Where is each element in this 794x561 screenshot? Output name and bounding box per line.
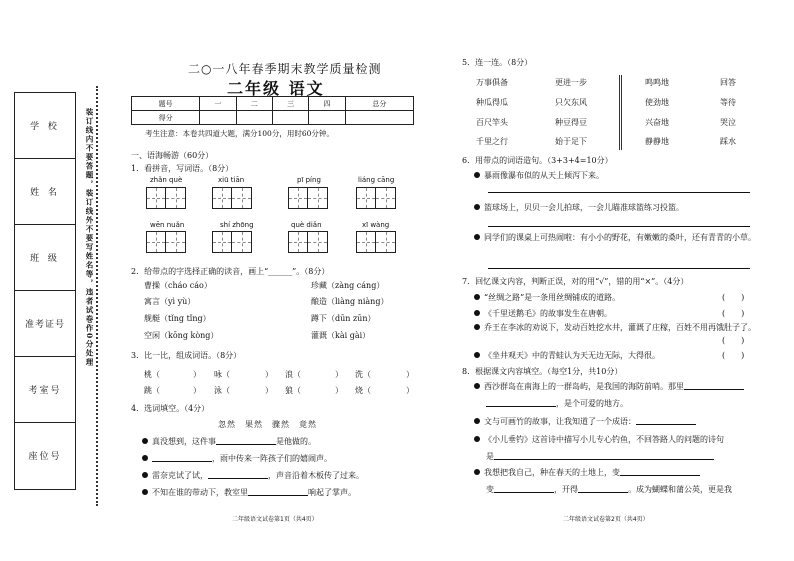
match-col2-item[interactable]: 只欠东风 <box>555 98 587 107</box>
score-header-cell: 二 <box>236 97 272 111</box>
compare-item: 跳（ <box>144 386 160 395</box>
name-field[interactable]: 姓 名 <box>15 159 75 225</box>
bullet-icon <box>474 204 480 210</box>
writing-grid-5[interactable] <box>146 231 186 253</box>
compare-bracket[interactable]: ） <box>265 386 273 395</box>
class-field[interactable]: 班 级 <box>15 225 75 291</box>
bullet-icon <box>474 383 480 389</box>
fill-text-2: 文与可画竹的故事，让我知道了一个成语： <box>474 416 696 427</box>
q4-title: 4．选词填空。（4分） <box>131 404 210 413</box>
bullet-icon <box>142 455 148 461</box>
q3-title: 3．比一比，组成词语。（8分） <box>131 351 242 360</box>
judge-item-2: 《千里送鹅毛》的故事发生在唐朝。 <box>474 308 612 319</box>
match-col4-item[interactable]: 等待 <box>720 98 736 107</box>
answer-blank[interactable] <box>636 424 696 425</box>
exam-notice: 考生注意：本卷共四道大题，满分100分，用时60分钟。 <box>145 129 334 138</box>
fill-text-3a: 《小儿垂钓》这首诗中描写小儿专心钓鱼，不回答路人的问题的诗句 <box>474 434 724 445</box>
judge-item-3: 乔王在李冰的劝说下，发动百姓挖水井，灌溉了庄稼，百姓不用再饿肚子了。 <box>474 322 756 334</box>
compare-bracket[interactable]: ） <box>406 370 414 379</box>
compare-bracket[interactable]: ） <box>335 386 343 395</box>
score-label-cell: 得分 <box>132 111 200 125</box>
bullet-icon <box>474 172 480 178</box>
fill-item-3: 雷奈克试了试， ，声音沿着木板传了过来。 <box>142 470 364 481</box>
answer-blank[interactable] <box>620 475 700 476</box>
pronunciation-item[interactable]: 空闲（kōng kòng） <box>144 331 219 340</box>
page-footer-left: 二年级语文试卷第1页（共4页） <box>232 516 318 523</box>
sentence-item-1: 暴雨像瀑布似的从天上倾泻下来。 <box>474 170 604 181</box>
pronunciation-item[interactable]: 蹲下（dūn zūn） <box>311 314 376 323</box>
pinyin-6: shí zhōng <box>220 221 254 229</box>
exam-title: 二○一八年春季期末教学质量检测 <box>188 62 382 76</box>
answer-blank[interactable] <box>578 492 628 493</box>
word-bank: 忽然 果然 骤然 竟然 <box>218 420 317 429</box>
fill-text-1b: ，是个可爱的地方。 <box>486 398 628 409</box>
match-col3-item[interactable]: 静静地 <box>645 137 669 146</box>
q1-title: 1．看拼音，写词语。（8分） <box>131 164 234 173</box>
writing-grid-2[interactable] <box>212 187 252 209</box>
score-header-cell: 四 <box>309 97 345 111</box>
bullet-icon <box>142 489 148 495</box>
bullet-icon <box>474 294 480 300</box>
pronunciation-item[interactable]: 曹操（cháo cáo） <box>144 281 212 290</box>
match-col2-item[interactable]: 种豆得豆 <box>555 118 587 127</box>
writing-grid-7[interactable] <box>288 231 328 253</box>
seat-number-field[interactable]: 座位号 <box>28 452 62 462</box>
fill-item-1: 真没想到，这件事 是他做的。 <box>142 436 316 447</box>
pronunciation-item[interactable]: 酿造（liàng niàng） <box>311 297 389 306</box>
writing-grid-1[interactable] <box>146 187 186 209</box>
match-col1-item[interactable]: 千里之行 <box>476 137 508 146</box>
match-col3-item[interactable]: 兴奋地 <box>645 118 669 127</box>
section-1-title: 一、语海畅游（60分） <box>131 151 214 160</box>
score-input-cell[interactable] <box>200 111 236 125</box>
writing-grid-4[interactable] <box>356 187 396 209</box>
compare-item: 洗（ <box>355 370 371 379</box>
pinyin-2: xiū tiān <box>218 176 245 184</box>
bullet-icon <box>474 436 480 442</box>
writing-grid-6[interactable] <box>212 231 252 253</box>
compare-item: 咏（ <box>214 370 230 379</box>
match-col4-item[interactable]: 哭泣 <box>720 118 736 127</box>
match-col4-item[interactable]: 回答 <box>720 78 736 87</box>
answer-line[interactable] <box>488 268 750 269</box>
score-table <box>131 96 414 125</box>
answer-line[interactable] <box>488 226 750 227</box>
answer-blank[interactable] <box>208 478 268 479</box>
bullet-icon <box>142 438 148 444</box>
q2-title: 2．给带点的字选择正确的读音，画上“______”。（8分） <box>131 267 330 276</box>
writing-grid-3[interactable] <box>288 187 328 209</box>
student-info-box <box>14 92 76 490</box>
judge-item-4: 《坐井观天》中的青蛙认为天无边无际，大得很。 <box>474 350 660 361</box>
answer-blank[interactable] <box>494 459 714 460</box>
judge-bracket[interactable]: ( ) <box>722 351 745 360</box>
fill-text-4b: 变 ，开得 。成为蝴蝶和蒲公英，更是我 <box>486 485 732 494</box>
binding-notice: 装订线内不要答题，装订线外不要写姓名等，违者试卷作0分处理 <box>85 108 94 367</box>
bullet-icon <box>474 234 480 240</box>
judge-bracket[interactable]: ( ) <box>722 336 745 345</box>
grade-subject: 二年级 语文 <box>227 79 325 98</box>
match-col3-item[interactable]: 鸣鸣地 <box>645 78 669 87</box>
compare-item: 浪（ <box>285 370 301 379</box>
bullet-icon <box>142 472 148 478</box>
pinyin-5: wēn nuǎn <box>150 221 185 229</box>
q6-title: 6．用带点的词语造句。（3+3+4=10分） <box>462 156 613 165</box>
answer-blank[interactable] <box>248 495 308 496</box>
score-header-cell: 题号 <box>132 97 200 111</box>
bullet-icon <box>474 469 480 475</box>
match-col1-item[interactable]: 万事俱备 <box>476 78 508 87</box>
match-col2-item[interactable]: 更进一步 <box>555 78 587 87</box>
bullet-icon <box>474 310 480 316</box>
sentence-item-3: 同学们的课桌上可热闹啦：有小小的野花，有嫩嫩的桑叶，还有青青的小草。 <box>474 232 756 244</box>
match-col3-item[interactable]: 使劲地 <box>645 98 669 107</box>
match-divider <box>619 75 622 150</box>
compare-bracket[interactable]: ） <box>193 386 201 395</box>
compare-item: 烧（ <box>355 386 371 395</box>
exam-number-field[interactable]: 准考证号 <box>15 291 75 357</box>
match-col1-item[interactable]: 百尺竿头 <box>476 118 508 127</box>
pinyin-7: què diǎn <box>291 221 322 229</box>
q7-title: 7．回忆课文内容，判断正误，对的用“√”，错的用“×”。（4分） <box>462 277 689 286</box>
match-col4-item[interactable]: 踩水 <box>720 137 736 146</box>
score-header-cell: 一 <box>200 97 236 111</box>
answer-blank[interactable] <box>216 444 276 445</box>
fill-text-3b: 是 <box>486 451 714 462</box>
pinyin-1: zhǎn què <box>150 176 183 184</box>
pronunciation-item[interactable]: 珍藏（zàng cáng） <box>311 281 385 290</box>
match-col1-item[interactable]: 种瓜得瓜 <box>476 98 508 107</box>
score-input-cell[interactable] <box>309 111 345 125</box>
match-col2-item[interactable]: 始于足下 <box>555 137 587 146</box>
school-field[interactable]: 学 校 <box>15 93 75 159</box>
pinyin-3: pī píng <box>297 176 321 184</box>
score-header-cell: 三 <box>272 97 308 111</box>
writing-grid-8[interactable] <box>356 231 396 253</box>
bullet-icon <box>474 352 480 358</box>
pinyin-4: liáng cāng <box>358 176 395 184</box>
compare-bracket[interactable]: ） <box>265 370 273 379</box>
page-footer-right: 二年级语文试卷第2页（共4页） <box>563 516 649 523</box>
answer-line[interactable] <box>488 192 750 193</box>
exam-room-field[interactable]: 考室号 <box>15 357 75 423</box>
sentence-item-2: 篮球场上，贝贝一会儿拍球，一会儿瞄准球篮练习投篮。 <box>474 202 684 213</box>
q8-title: 8．根据课文内容填空。（每空1分，共10分） <box>462 367 623 376</box>
score-input-cell[interactable] <box>236 111 272 125</box>
judge-item-1: “丝绸之路”是一条用丝绸铺成的道路。 <box>474 292 620 303</box>
fill-text-1a: 西沙群岛在南海上的一群岛屿，是我国的海防前哨。那里 <box>474 381 744 392</box>
answer-blank[interactable] <box>684 389 744 390</box>
compare-item: 狼（ <box>285 386 301 395</box>
fill-item-4: 不知在谁的带动下，教室里 响起了掌声。 <box>142 487 356 498</box>
pinyin-8: xī wàng <box>362 221 390 229</box>
answer-blank[interactable] <box>494 492 554 493</box>
score-input-cell[interactable] <box>345 111 413 125</box>
pronunciation-item[interactable]: 寓言（yì yù） <box>144 297 196 306</box>
pronunciation-item[interactable]: 灌溉（kài gài） <box>311 331 371 340</box>
answer-blank[interactable] <box>152 461 212 462</box>
pronunciation-item[interactable]: 舰艇（tǐng tǐng） <box>144 314 211 323</box>
q5-title: 5．连一连。（8分） <box>462 58 533 67</box>
judge-bracket[interactable]: ( ) <box>722 293 745 302</box>
compare-bracket[interactable]: ） <box>193 370 201 379</box>
compare-item: 泳（ <box>214 386 230 395</box>
compare-item: 桃（ <box>144 370 160 379</box>
compare-bracket[interactable]: ） <box>406 386 414 395</box>
compare-bracket[interactable]: ） <box>335 370 343 379</box>
judge-bracket[interactable]: ( ) <box>722 309 745 318</box>
bullet-icon <box>474 418 480 424</box>
bullet-icon <box>474 324 480 330</box>
score-header-cell: 总分 <box>345 97 413 111</box>
binding-dotted-line <box>96 86 98 506</box>
fill-item-2: ，雨中传来一阵孩子们的嬉闹声。 <box>142 453 332 464</box>
fill-text-4a: 我想把我自己，种在春天的土地上，变 <box>474 467 700 478</box>
score-input-cell[interactable] <box>272 111 308 125</box>
answer-blank[interactable] <box>486 406 556 407</box>
